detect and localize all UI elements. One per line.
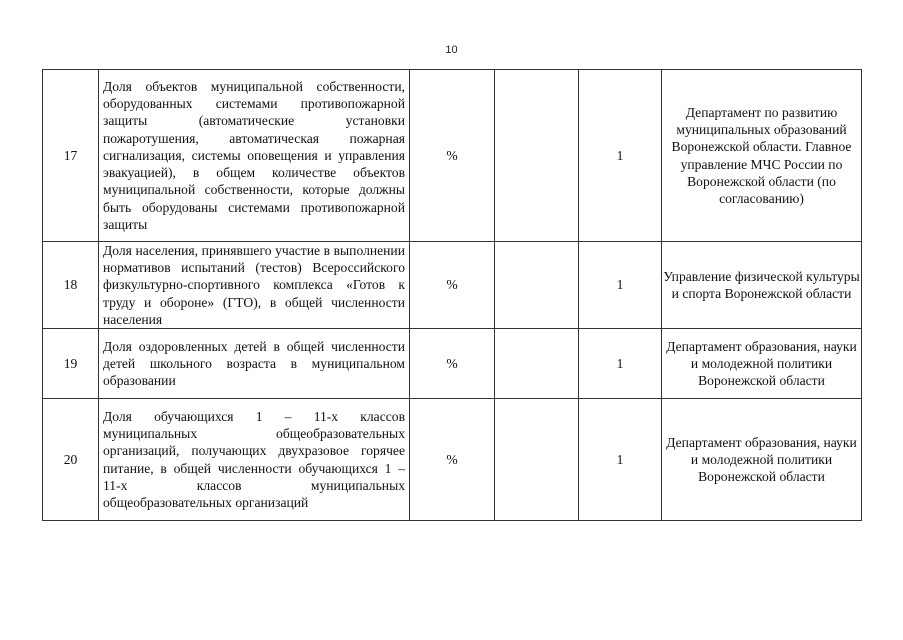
empty-cell xyxy=(495,399,579,521)
empty-cell xyxy=(495,70,579,242)
indicators-table xyxy=(42,69,862,521)
unit-cell: % xyxy=(410,70,495,242)
row-number: 17 xyxy=(43,70,99,242)
indicator-name-cell xyxy=(99,70,410,242)
page-number: 10 xyxy=(445,44,458,56)
indicator-name: Доля населения, принявшего участие в выполнении нормативов испытаний (тестов) Всероссийского физкультурно-спортивного комплекса «Готов к труду и обороне» (ГТО), в общей численности населения xyxy=(103,243,405,327)
table-row xyxy=(43,399,862,521)
row-number: 18 xyxy=(43,242,99,329)
indicator-name-cell xyxy=(99,329,410,399)
indicator-name: Доля оздоровленных детей в общей численности детей школьного возраста в муниципальном образовании xyxy=(103,338,405,389)
value-cell: 1 xyxy=(579,399,662,521)
table-row xyxy=(43,242,862,329)
value-cell: 1 xyxy=(579,70,662,242)
unit-cell: % xyxy=(410,399,495,521)
row-number: 19 xyxy=(43,329,99,399)
empty-cell xyxy=(495,329,579,399)
table-row xyxy=(43,329,862,399)
unit-cell: % xyxy=(410,329,495,399)
row-number: 20 xyxy=(43,399,99,521)
value-cell: 1 xyxy=(579,329,662,399)
responsible-cell: Департамент по развитию муниципальных образований Воронежской области. Главное управление МЧС России по Воронежской области (по согласованию) xyxy=(662,70,862,242)
indicator-name: Доля обучающихся 1 – 11-х классов муниципальных общеобразовательных организаций, получающих двухразовое горячее питание, в общей численности обучающихся 1 – 11-х классов муниципальных общеобразовательных организаций xyxy=(103,408,405,510)
empty-cell xyxy=(495,242,579,329)
responsible-cell: Департамент образования, науки и молодежной политики Воронежской области xyxy=(662,329,862,399)
indicator-name-cell xyxy=(99,242,410,329)
indicator-name: Доля объектов муниципальной собственности, оборудованных системами противопожарной защиты (автоматические установки пожаротушения, автоматическая пожарная сигнализация, системы оповещения и управления эвакуацией), в общем количестве объектов муниципальной собственности, которые должны быть оборудованы системами противопожарной защиты xyxy=(103,79,405,232)
responsible-cell: Департамент образования, науки и молодежной политики Воронежской области xyxy=(662,399,862,521)
responsible-cell: Управление физической культуры и спорта Воронежской области xyxy=(662,242,862,329)
indicator-name-cell xyxy=(99,399,410,521)
value-cell: 1 xyxy=(579,242,662,329)
table-row xyxy=(43,70,862,242)
unit-cell: % xyxy=(410,242,495,329)
